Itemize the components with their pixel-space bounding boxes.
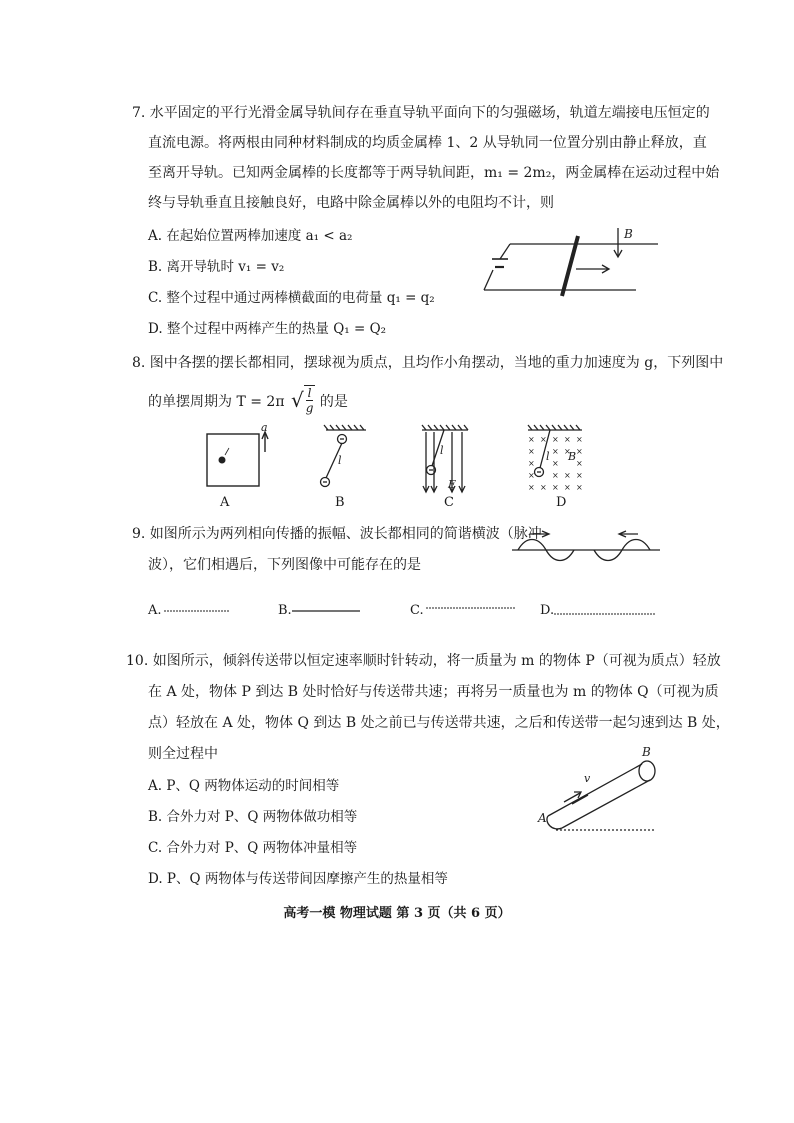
q7-line-3: 至离开导轨。已知两金属棒的长度都等于两导轨间距，m₁ = 2m₂，两金属棒在运动过程中始 xyxy=(148,165,720,181)
q8-figure-b xyxy=(318,420,378,495)
q9-choice-b: B. xyxy=(278,603,292,618)
length-label: l xyxy=(440,444,444,457)
svg-text:×: × xyxy=(552,447,559,456)
svg-text:×: × xyxy=(528,483,535,492)
q8-line-1: 8. 图中各摆的摆长都相同，摆球视为质点，且均作小角摆动，当地的重力加速度为 g，下列图中 xyxy=(132,355,724,371)
b-field-label: B xyxy=(568,450,577,463)
q9-choice-d: D. xyxy=(540,603,555,618)
svg-text:×: × xyxy=(540,435,547,444)
svg-text:×: × xyxy=(564,483,571,492)
q9-choice-a-graph xyxy=(164,606,232,616)
q7-line-1: 7. 水平固定的平行光滑金属导轨间存在垂直导轨平面向下的匀强磁场，轨道左端接电压恒定的 xyxy=(132,105,710,121)
svg-text:×: × xyxy=(528,447,535,456)
q10-line-2: 在 A 处，物体 P 到达 B 处时恰好与传送带共速；再将另一质量也为 m 的物体 Q（可视为质 xyxy=(148,684,719,700)
svg-text:×: × xyxy=(576,459,583,468)
point-a-label: A xyxy=(538,811,547,825)
svg-text:×: × xyxy=(564,435,571,444)
q8-choice-a: A xyxy=(220,495,230,510)
q8-formula-suffix: 的是 xyxy=(319,394,348,410)
q7-line-4: 终与导轨垂直且接触良好，电路中除金属棒以外的电阻均不计，则 xyxy=(148,195,554,211)
svg-text:×: × xyxy=(564,471,571,480)
svg-text:×: × xyxy=(552,435,559,444)
q7-option-c: C. 整个过程中通过两棒横截面的电荷量 q₁ = q₂ xyxy=(148,290,435,306)
q9-choice-d-graph xyxy=(554,606,658,616)
svg-text:×: × xyxy=(552,483,559,492)
svg-text:×: × xyxy=(528,459,535,468)
q8-figure-c xyxy=(418,420,476,495)
q10-conveyor-figure xyxy=(534,744,664,836)
svg-text:×: × xyxy=(576,471,583,480)
length-label: l xyxy=(546,450,550,463)
bottom-roller xyxy=(547,816,562,829)
svg-text:×: × xyxy=(576,483,583,492)
q9-line-2: 波），它们相遇后，下列图像中可能存在的是 xyxy=(148,557,421,573)
elevator-box xyxy=(207,434,259,486)
formula-denominator: g xyxy=(305,401,314,415)
svg-text:×: × xyxy=(540,483,547,492)
q10-line-4: 则全过程中 xyxy=(148,746,218,762)
top-roller xyxy=(639,761,655,781)
accel-label: a xyxy=(261,421,268,434)
q10-line-1: 10. 如图所示，倾斜传送带以恒定速率顺时针转动，将一质量为 m 的物体 P（可视为质点）轻放 xyxy=(126,653,721,669)
q8-line-2 xyxy=(148,387,348,417)
svg-text:×: × xyxy=(528,435,535,444)
q10-line-3: 点）轻放在 A 处，物体 Q 到达 B 处之前已与传送带共速，之后和传送带一起匀速到达 B 处， xyxy=(148,715,730,731)
sqrt-symbol: √ xyxy=(290,388,304,412)
q7-option-d: D. 整个过程中两棒产生的热量 Q₁ = Q₂ xyxy=(148,321,387,337)
svg-text:×: × xyxy=(552,459,559,468)
q10-option-d: D. P、Q 两物体与传送带间因摩擦产生的热量相等 xyxy=(148,871,448,887)
q8-choice-d: D xyxy=(556,495,567,510)
svg-text:×: × xyxy=(528,471,535,480)
q8-figure-a xyxy=(195,420,275,495)
q10-option-c: C. 合外力对 P、Q 两物体冲量相等 xyxy=(148,840,358,856)
formula-numerator: l xyxy=(307,386,312,400)
q9-choice-c-graph xyxy=(426,602,518,614)
belt-bottom xyxy=(562,780,650,828)
q9-line-1: 9. 如图所示为两列相向传播的振幅、波长都相同的简谐横波（脉冲 xyxy=(132,526,542,542)
q7-option-b: B. 离开导轨时 v₁ = v₂ xyxy=(148,259,285,275)
point-b-label: B xyxy=(642,745,651,759)
q9-wave-figure xyxy=(508,528,664,570)
q10-option-b: B. 合外力对 P、Q 两物体做功相等 xyxy=(148,809,358,825)
svg-text:×: × xyxy=(564,447,571,456)
length-label: l xyxy=(338,454,342,467)
velocity-label: v xyxy=(584,772,591,785)
q7-rail-figure xyxy=(478,222,668,297)
q7-line-2: 直流电源。将两根由同种材料制成的均质金属棒 1、2 从导轨同一位置分别由静止释放，直 xyxy=(148,135,707,151)
q9-choice-c: C. xyxy=(410,603,424,618)
q9-choice-b-graph xyxy=(292,606,362,616)
q8-choice-b: B xyxy=(335,495,345,510)
q10-option-a: A. P、Q 两物体运动的时间相等 xyxy=(148,778,340,794)
pendulum-ball xyxy=(219,457,226,464)
q9-choice-a: A. xyxy=(148,603,162,618)
field-label: E xyxy=(448,478,457,491)
page-footer: 高考一模 物理试题 第 3 页（共 6 页） xyxy=(283,906,511,921)
svg-text:×: × xyxy=(576,435,583,444)
q8-period-formula xyxy=(291,385,315,415)
q8-figure-d xyxy=(520,420,592,495)
metal-rod xyxy=(562,236,578,296)
q8-choice-c: C xyxy=(444,495,454,510)
q8-formula-prefix: 的单摆周期为 T = 2π xyxy=(148,394,285,410)
svg-text:×: × xyxy=(576,447,583,456)
b-field-label: B xyxy=(624,227,633,241)
belt-top xyxy=(548,764,642,816)
magnetic-field-crosses xyxy=(528,435,583,492)
svg-text:×: × xyxy=(552,471,559,480)
q7-option-a: A. 在起始位置两棒加速度 a₁ < a₂ xyxy=(148,228,353,244)
